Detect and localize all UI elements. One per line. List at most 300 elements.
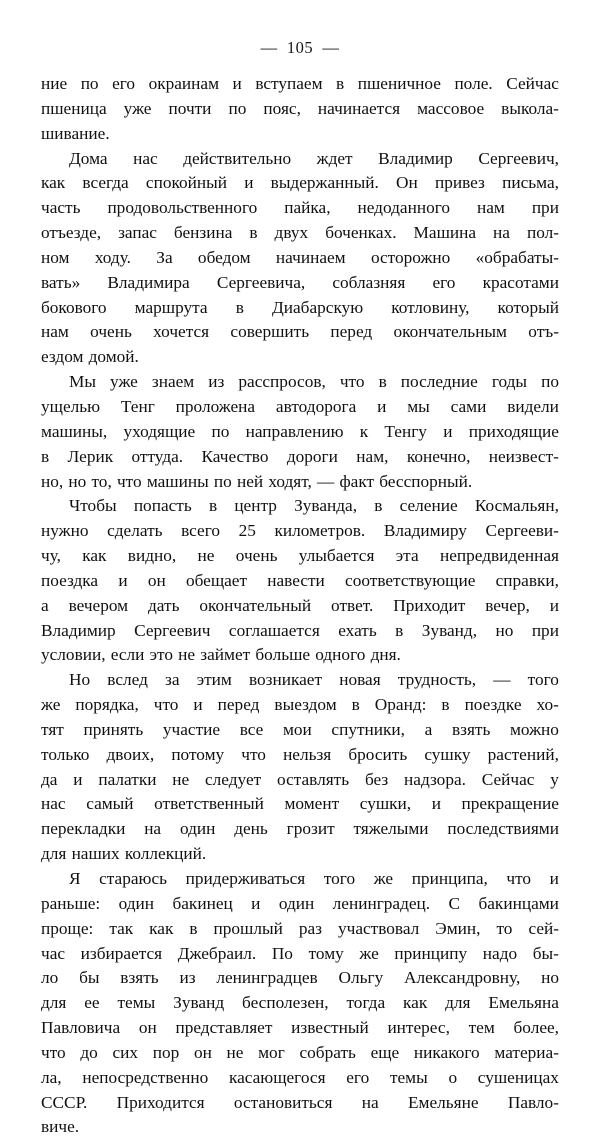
text-word: в	[208, 496, 218, 516]
text-word: улыбается	[298, 546, 375, 566]
text-word: Сергеевич,	[478, 148, 559, 168]
text-word: машины	[146, 471, 209, 491]
text-word: при	[531, 620, 559, 640]
text-word: красотами	[482, 272, 559, 292]
text-word: —	[316, 471, 335, 491]
text-word: сей-	[528, 918, 559, 938]
text-word: принципу	[394, 943, 468, 963]
text-word: его	[112, 74, 136, 93]
text-word: без	[364, 769, 389, 789]
text-word: участие	[162, 719, 221, 739]
text-word: поездка	[41, 570, 99, 590]
text-word: бесспорный.	[379, 471, 473, 491]
text-word: пшеничное	[357, 74, 441, 93]
text-word: Сейчас	[506, 74, 559, 93]
text-word: Машина	[413, 223, 477, 243]
text-word: котловину,	[391, 297, 470, 317]
text-word: по	[211, 421, 230, 441]
text-word: что	[153, 695, 179, 715]
text-word: грозит	[286, 819, 335, 839]
text-line	[41, 966, 559, 991]
text-word: соглашается	[228, 620, 320, 640]
text-word: конечно,	[406, 446, 471, 466]
text-word: на	[361, 1092, 379, 1112]
text-word: взять	[451, 719, 491, 739]
text-word: соответствующие	[345, 570, 476, 590]
text-line	[41, 1091, 559, 1116]
text-word: ней	[236, 471, 264, 491]
text-line	[41, 196, 559, 221]
text-word: перед	[330, 322, 373, 342]
text-word: Космальян,	[474, 496, 559, 516]
text-word: последствиями	[447, 819, 559, 839]
text-word: видно,	[127, 546, 177, 566]
text-word: окончательный	[199, 595, 312, 615]
text-word: соблазняя	[332, 272, 406, 292]
text-word: бы	[79, 968, 100, 988]
text-word: в	[336, 74, 345, 93]
text-word: действительно	[183, 148, 292, 168]
text-line	[41, 768, 559, 793]
text-line	[41, 1041, 559, 1066]
text-word: что	[241, 744, 266, 764]
text-word: двух	[274, 223, 309, 243]
text-word: одного	[315, 645, 366, 665]
text-word: дня.	[370, 645, 401, 665]
text-word: тят	[41, 719, 64, 739]
text-line	[41, 345, 559, 370]
text-line	[41, 1115, 559, 1140]
text-word: один	[278, 893, 315, 913]
text-word: начинается	[317, 98, 401, 118]
text-word: но,	[41, 471, 64, 491]
text-word: но	[68, 471, 87, 491]
text-word: можно	[509, 719, 559, 739]
text-line	[41, 619, 559, 644]
text-word: Лерик	[67, 446, 114, 466]
text-word: никакого	[413, 1042, 480, 1062]
text-word: надо	[482, 943, 518, 963]
text-word: что	[506, 869, 532, 888]
text-line	[41, 917, 559, 942]
text-line	[41, 892, 559, 917]
text-word: Зуванд,	[421, 620, 478, 640]
text-word: Владимир	[378, 148, 453, 168]
text-word: раз	[298, 918, 322, 938]
text-word: один	[179, 819, 216, 839]
text-word: для	[445, 993, 471, 1013]
text-word: в	[395, 620, 404, 640]
text-word: бензина	[173, 223, 233, 243]
text-word: окраинам	[148, 74, 220, 93]
text-word: ходят,	[268, 471, 312, 491]
text-word: он	[138, 1018, 157, 1038]
text-word: попасть	[133, 496, 192, 516]
text-word: факт	[339, 471, 375, 491]
text-word: Ольгу	[338, 968, 384, 988]
text-word: справки,	[495, 570, 559, 590]
text-word: мы	[407, 396, 430, 416]
text-word: начинаем	[275, 247, 346, 267]
text-word: растений,	[487, 744, 559, 764]
text-word: интерес,	[387, 1018, 450, 1038]
text-word: ло	[41, 968, 59, 988]
text-word: как	[149, 918, 174, 938]
text-word: в	[189, 918, 198, 938]
text-word: что	[116, 471, 142, 491]
text-word: Сергеевича,	[216, 272, 306, 292]
text-word: бы-	[532, 943, 559, 963]
text-word: о	[448, 1067, 458, 1087]
text-word: нужно	[41, 521, 89, 541]
text-word: известный	[291, 1018, 369, 1038]
text-word: часть	[41, 198, 81, 218]
text-word: боченках.	[325, 223, 397, 243]
text-word: раньше:	[41, 893, 101, 913]
text-word: Сейчас	[481, 769, 535, 789]
text-word: окончательным	[393, 322, 507, 342]
body-text-block	[41, 72, 559, 1140]
text-word: спокойный	[145, 173, 227, 193]
text-word: Владимир	[41, 620, 116, 640]
text-word: перед	[217, 695, 260, 715]
text-word: в	[249, 223, 258, 243]
text-word: вечер,	[485, 595, 530, 615]
text-line	[41, 867, 559, 892]
text-word: хо-	[536, 695, 559, 715]
text-word: отъ-	[528, 322, 559, 342]
text-word: и	[549, 869, 559, 888]
text-word: не	[178, 645, 196, 665]
text-word: направлению	[245, 421, 344, 441]
text-word: же	[373, 869, 394, 888]
text-word: Сергееви-	[485, 521, 559, 541]
text-word: Эмин,	[435, 918, 481, 938]
text-line	[41, 643, 559, 668]
text-word: неизвест-	[488, 446, 559, 466]
text-word: автодорога	[275, 396, 357, 416]
text-word: что	[339, 372, 365, 392]
text-word: час	[41, 943, 66, 963]
text-line	[41, 594, 559, 619]
text-word: в	[374, 496, 383, 516]
text-word: ном	[41, 247, 70, 267]
text-word: двоих,	[106, 744, 155, 764]
text-word: сушку	[424, 744, 471, 764]
text-word: да	[41, 769, 58, 789]
text-word: Зуванда,	[294, 496, 358, 516]
text-word: так	[109, 918, 134, 938]
text-word: хочется	[153, 322, 210, 342]
text-word: Приходится	[116, 1092, 205, 1112]
text-word: вечером	[68, 595, 129, 615]
text-line	[41, 445, 559, 470]
text-word: только	[41, 744, 90, 764]
text-word: знаем	[151, 372, 195, 392]
text-word: сушеницах	[477, 1067, 559, 1087]
text-word: в	[441, 695, 450, 715]
text-word: уходящие	[123, 421, 196, 441]
text-word: придерживаться	[185, 869, 306, 888]
text-word: и	[549, 595, 559, 615]
text-line	[41, 221, 559, 246]
text-word: прошлый	[213, 918, 283, 938]
text-word: принципа,	[411, 869, 488, 888]
text-word: обедом	[197, 247, 251, 267]
text-word: обещает	[185, 570, 248, 590]
text-line	[41, 147, 559, 172]
text-word: темы	[389, 1067, 428, 1087]
text-word: За	[156, 247, 173, 267]
text-word: нас	[133, 148, 158, 168]
text-word: сами	[450, 396, 487, 416]
text-word: перекладки	[41, 819, 126, 839]
text-word: и	[193, 695, 203, 715]
text-word: эта	[395, 546, 419, 566]
text-word: порядка,	[75, 695, 139, 715]
text-line	[41, 1016, 559, 1041]
text-word: не	[197, 546, 215, 566]
text-word: тогда	[346, 993, 386, 1013]
text-word: в	[41, 446, 50, 466]
text-line	[41, 420, 559, 445]
text-word: поле.	[454, 74, 493, 93]
text-word: чу,	[41, 546, 61, 566]
text-word: а	[41, 595, 49, 615]
text-word: Я	[69, 869, 81, 888]
text-word: собрать	[299, 1042, 356, 1062]
text-line	[41, 271, 559, 296]
text-word: и	[443, 421, 453, 441]
text-word: для	[41, 993, 67, 1013]
text-word: ее	[84, 993, 100, 1013]
text-word: ждет	[316, 148, 353, 168]
text-line	[41, 519, 559, 544]
text-line	[41, 370, 559, 395]
text-line	[41, 991, 559, 1016]
text-word: то,	[91, 471, 112, 491]
text-word: избирается	[80, 943, 163, 963]
text-word: же	[41, 695, 61, 715]
text-word: Павло-	[507, 1092, 559, 1112]
text-word: нас	[41, 794, 66, 814]
text-word: по	[80, 74, 99, 93]
text-word: Джебраил.	[177, 943, 257, 963]
text-word: дать	[148, 595, 180, 615]
text-word: на	[144, 819, 162, 839]
page-folio: — 105 —	[260, 38, 340, 57]
text-word: ответственный	[154, 794, 264, 814]
text-word: годы	[491, 372, 528, 392]
text-word: Тенг	[120, 396, 155, 416]
text-word: он	[193, 1042, 212, 1062]
text-word: ответ.	[331, 595, 374, 615]
text-line	[41, 942, 559, 967]
text-word: мои	[282, 719, 312, 739]
text-word: Но	[69, 670, 91, 690]
text-line	[41, 494, 559, 519]
text-word: совершить	[230, 322, 310, 342]
text-word: По	[271, 943, 293, 963]
text-word: последние	[400, 372, 478, 392]
text-word: его	[346, 1067, 370, 1087]
text-word: темы	[117, 993, 156, 1013]
text-word: Качество	[201, 446, 269, 466]
text-word: же	[359, 943, 379, 963]
text-word: трудность,	[397, 670, 477, 690]
text-word: сушки,	[359, 794, 412, 814]
text-word: оставлять	[277, 769, 350, 789]
text-word: Емельяне	[407, 1092, 479, 1112]
text-word: Зуванд	[173, 993, 225, 1013]
text-word: все	[239, 719, 264, 739]
text-word: сих	[112, 1042, 139, 1062]
text-word: и	[431, 794, 441, 814]
text-line	[41, 395, 559, 420]
text-word: всего	[181, 521, 221, 541]
text-word: из	[179, 968, 196, 988]
text-line	[41, 842, 559, 867]
text-word: потому	[171, 744, 225, 764]
text-line	[41, 72, 559, 97]
text-line	[41, 569, 559, 594]
text-word: пшеница	[41, 98, 107, 118]
text-line	[41, 246, 559, 271]
text-word: взять	[120, 968, 159, 988]
text-line	[41, 693, 559, 718]
text-word: день	[234, 819, 268, 839]
text-word: и	[118, 570, 128, 590]
text-word: вать»	[41, 272, 81, 292]
text-word: палатки	[98, 769, 157, 789]
text-word: коллекций.	[124, 844, 207, 864]
text-word: ленинградец.	[332, 893, 431, 913]
text-line	[41, 792, 559, 817]
text-word: ла,	[41, 1067, 62, 1087]
text-word: спутники,	[331, 719, 405, 739]
text-word: для	[41, 844, 67, 864]
text-word: то	[496, 918, 513, 938]
text-word: бросить	[348, 744, 408, 764]
text-word: не	[226, 1042, 244, 1062]
text-word: принять	[83, 719, 144, 739]
text-word: более,	[513, 1018, 559, 1038]
text-word: если	[110, 645, 145, 665]
text-word: следует	[205, 769, 262, 789]
text-word: по	[541, 372, 559, 392]
text-word: всегда	[82, 173, 129, 193]
text-line	[41, 470, 559, 495]
text-word: касающегося	[228, 1067, 326, 1087]
text-word: самый	[86, 794, 134, 814]
text-word: Дома	[69, 148, 108, 168]
text-word: того	[527, 670, 559, 690]
text-word: Павловича	[41, 1018, 121, 1038]
text-line	[41, 1066, 559, 1091]
text-word: массовое	[417, 98, 485, 118]
text-word: Емельяна	[488, 993, 559, 1013]
text-word: сделать	[107, 521, 163, 541]
text-word: СССР.	[41, 1092, 88, 1112]
text-word: нам,	[356, 446, 389, 466]
text-word: непосредственно	[82, 1067, 209, 1087]
text-word: ехать	[338, 620, 377, 640]
text-word: еще	[370, 1042, 400, 1062]
text-word: отъезде,	[41, 223, 102, 243]
text-word: бакинец	[172, 893, 233, 913]
text-line	[41, 743, 559, 768]
text-word: очень	[90, 322, 132, 342]
text-line	[41, 668, 559, 693]
text-word: это	[149, 645, 173, 665]
text-word: условии,	[41, 645, 106, 665]
text-word: ние	[41, 74, 68, 93]
text-word: домой.	[88, 347, 139, 367]
text-word: из	[208, 372, 225, 392]
text-word: Чтобы	[69, 496, 117, 516]
text-word: вступаем	[255, 74, 323, 93]
text-word: продовольственного	[107, 198, 258, 218]
text-word: который	[497, 297, 559, 317]
text-word: стараюсь	[99, 869, 168, 888]
text-word: представляет	[175, 1018, 273, 1038]
text-word: бесполезен,	[242, 993, 329, 1013]
text-word: Он	[396, 173, 418, 193]
text-word: и	[244, 173, 254, 193]
text-word: письма,	[502, 173, 559, 193]
text-word: один	[118, 893, 155, 913]
text-word: дороги	[286, 446, 338, 466]
text-word: что	[41, 1042, 66, 1062]
text-word: проще:	[41, 918, 94, 938]
text-word: тем	[468, 1018, 495, 1038]
text-word: приходящие	[468, 421, 559, 441]
text-word: почти	[168, 98, 212, 118]
text-word: нельзя	[283, 744, 332, 764]
text-word: непредвиденная	[439, 546, 559, 566]
text-word: Мы	[69, 372, 96, 392]
text-word: С	[448, 893, 461, 913]
text-word: расспросов,	[238, 372, 326, 392]
text-word: его	[432, 272, 456, 292]
text-word: машины,	[41, 421, 108, 441]
text-word: возникает	[249, 670, 323, 690]
text-word: тяжелыми	[353, 819, 429, 839]
text-word: выкола-	[501, 98, 559, 118]
text-line	[41, 122, 559, 147]
text-word: и	[377, 396, 387, 416]
text-word: пояс,	[263, 98, 301, 118]
text-word: Сергеевич	[134, 620, 211, 640]
text-word: в	[235, 297, 244, 317]
text-word: как	[41, 173, 66, 193]
text-word: этим	[196, 670, 232, 690]
text-word: по	[228, 98, 247, 118]
text-word: не	[172, 769, 190, 789]
text-line	[41, 718, 559, 743]
text-word: недоданного	[357, 198, 451, 218]
text-word: к	[359, 421, 369, 441]
text-word: вслед	[107, 670, 148, 690]
text-word: центр	[234, 496, 277, 516]
text-word: за	[165, 670, 180, 690]
text-line	[41, 171, 559, 196]
text-line	[41, 296, 559, 321]
text-word: Оранд:	[374, 695, 427, 715]
text-word: остановиться	[233, 1092, 333, 1112]
text-word: Тенгу	[384, 421, 427, 441]
text-word: новая	[339, 670, 381, 690]
